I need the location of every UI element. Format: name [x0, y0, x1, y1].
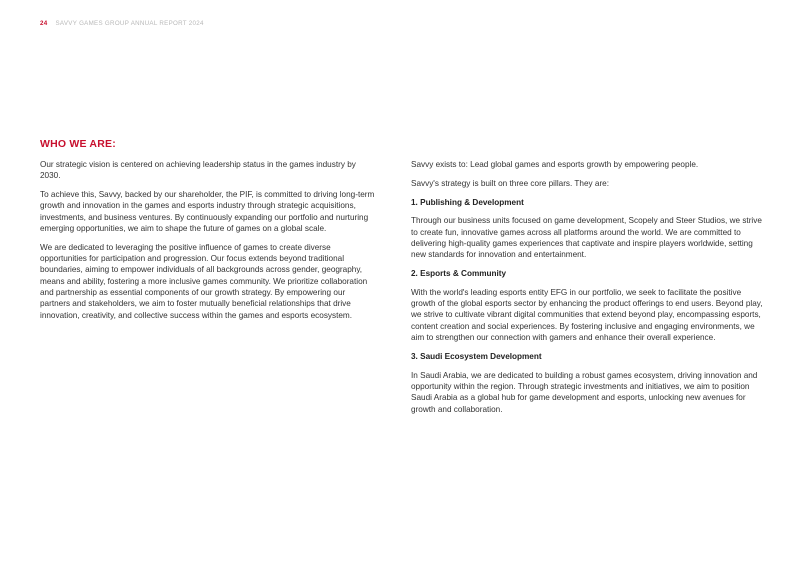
running-title: SAVVY GAMES GROUP ANNUAL REPORT 2024 [55, 20, 204, 27]
page-header [40, 20, 204, 27]
mission-statement: Savvy exists to: Lead global games and esports growth by empowering people. [411, 160, 699, 169]
strategy-paragraph: To achieve this, Savvy, backed by our shareholder, the PIF, is committed to driving long-term growth and innovation in the games and esports industry through strategic acquisitions, investments, and business ventures. By continuously expanding our portfolio and nurturing emerging opportunities, we aim to shape the future of games on a global scale. [40, 190, 375, 233]
pillar-3-body: In Saudi Arabia, we are dedicated to building a robust games ecosystem, driving innovation and opportunity within the region. Through strategic investments and initiatives, we aim to position Saudi Arabia as a global hub for game development and esports, unlocking new avenues for growth and collaboration. [411, 370, 758, 414]
pillar-1-body: Through our business units focused on game development, Scopely and Steer Studios, we strive to create fun, innovative games across all platforms around the world. We are committed to delivering high-quality games experiences that captivate and inspire players worldwide, setting new standards for innovation and entertainment. [411, 216, 762, 260]
pillar-3-heading: 3. Saudi Ecosystem Development [411, 351, 542, 361]
left-column [40, 159, 375, 328]
section-title: WHO WE ARE: [40, 138, 116, 150]
pillar-1-heading: 1. Publishing & Development [411, 197, 524, 207]
pillar-2-body: With the world's leading esports entity EFG in our portfolio, we seek to facilitate the positive growth of the global esports sector by enhancing the product offerings to end users. Beyond play, we strive to cultivate vibrant digital communities that extend beyond play, encompassing esports, content creation and social experiences. By fostering inclusive and engaging environments, we aim to strengthen our connection with gamers and enhance their overall experience. [411, 287, 763, 343]
pillars-intro: Savvy's strategy is built on three core pillars. They are: [411, 178, 609, 188]
vision-paragraph: Our strategic vision is centered on achieving leadership status in the games industry by 2030. [40, 160, 356, 181]
right-column [411, 159, 763, 422]
page-number: 24 [40, 20, 48, 27]
pillar-2-heading: 2. Esports & Community [411, 269, 507, 279]
inclusion-paragraph: We are dedicated to leveraging the positive influence of games to create diverse opportunities for participation and progression. Our focus extends beyond traditional boundaries, aiming to empower individuals of all backgrounds across gender, geography, means and ability, fostering a more inclusive games community. We prioritize collaboration and partnership as essential components of our growth strategy. By empowering our partners and stakeholders, we aim to foster mutually beneficial relationships that drive innovation, creativity, and collective success within the games and esports ecosystem. [40, 242, 368, 320]
